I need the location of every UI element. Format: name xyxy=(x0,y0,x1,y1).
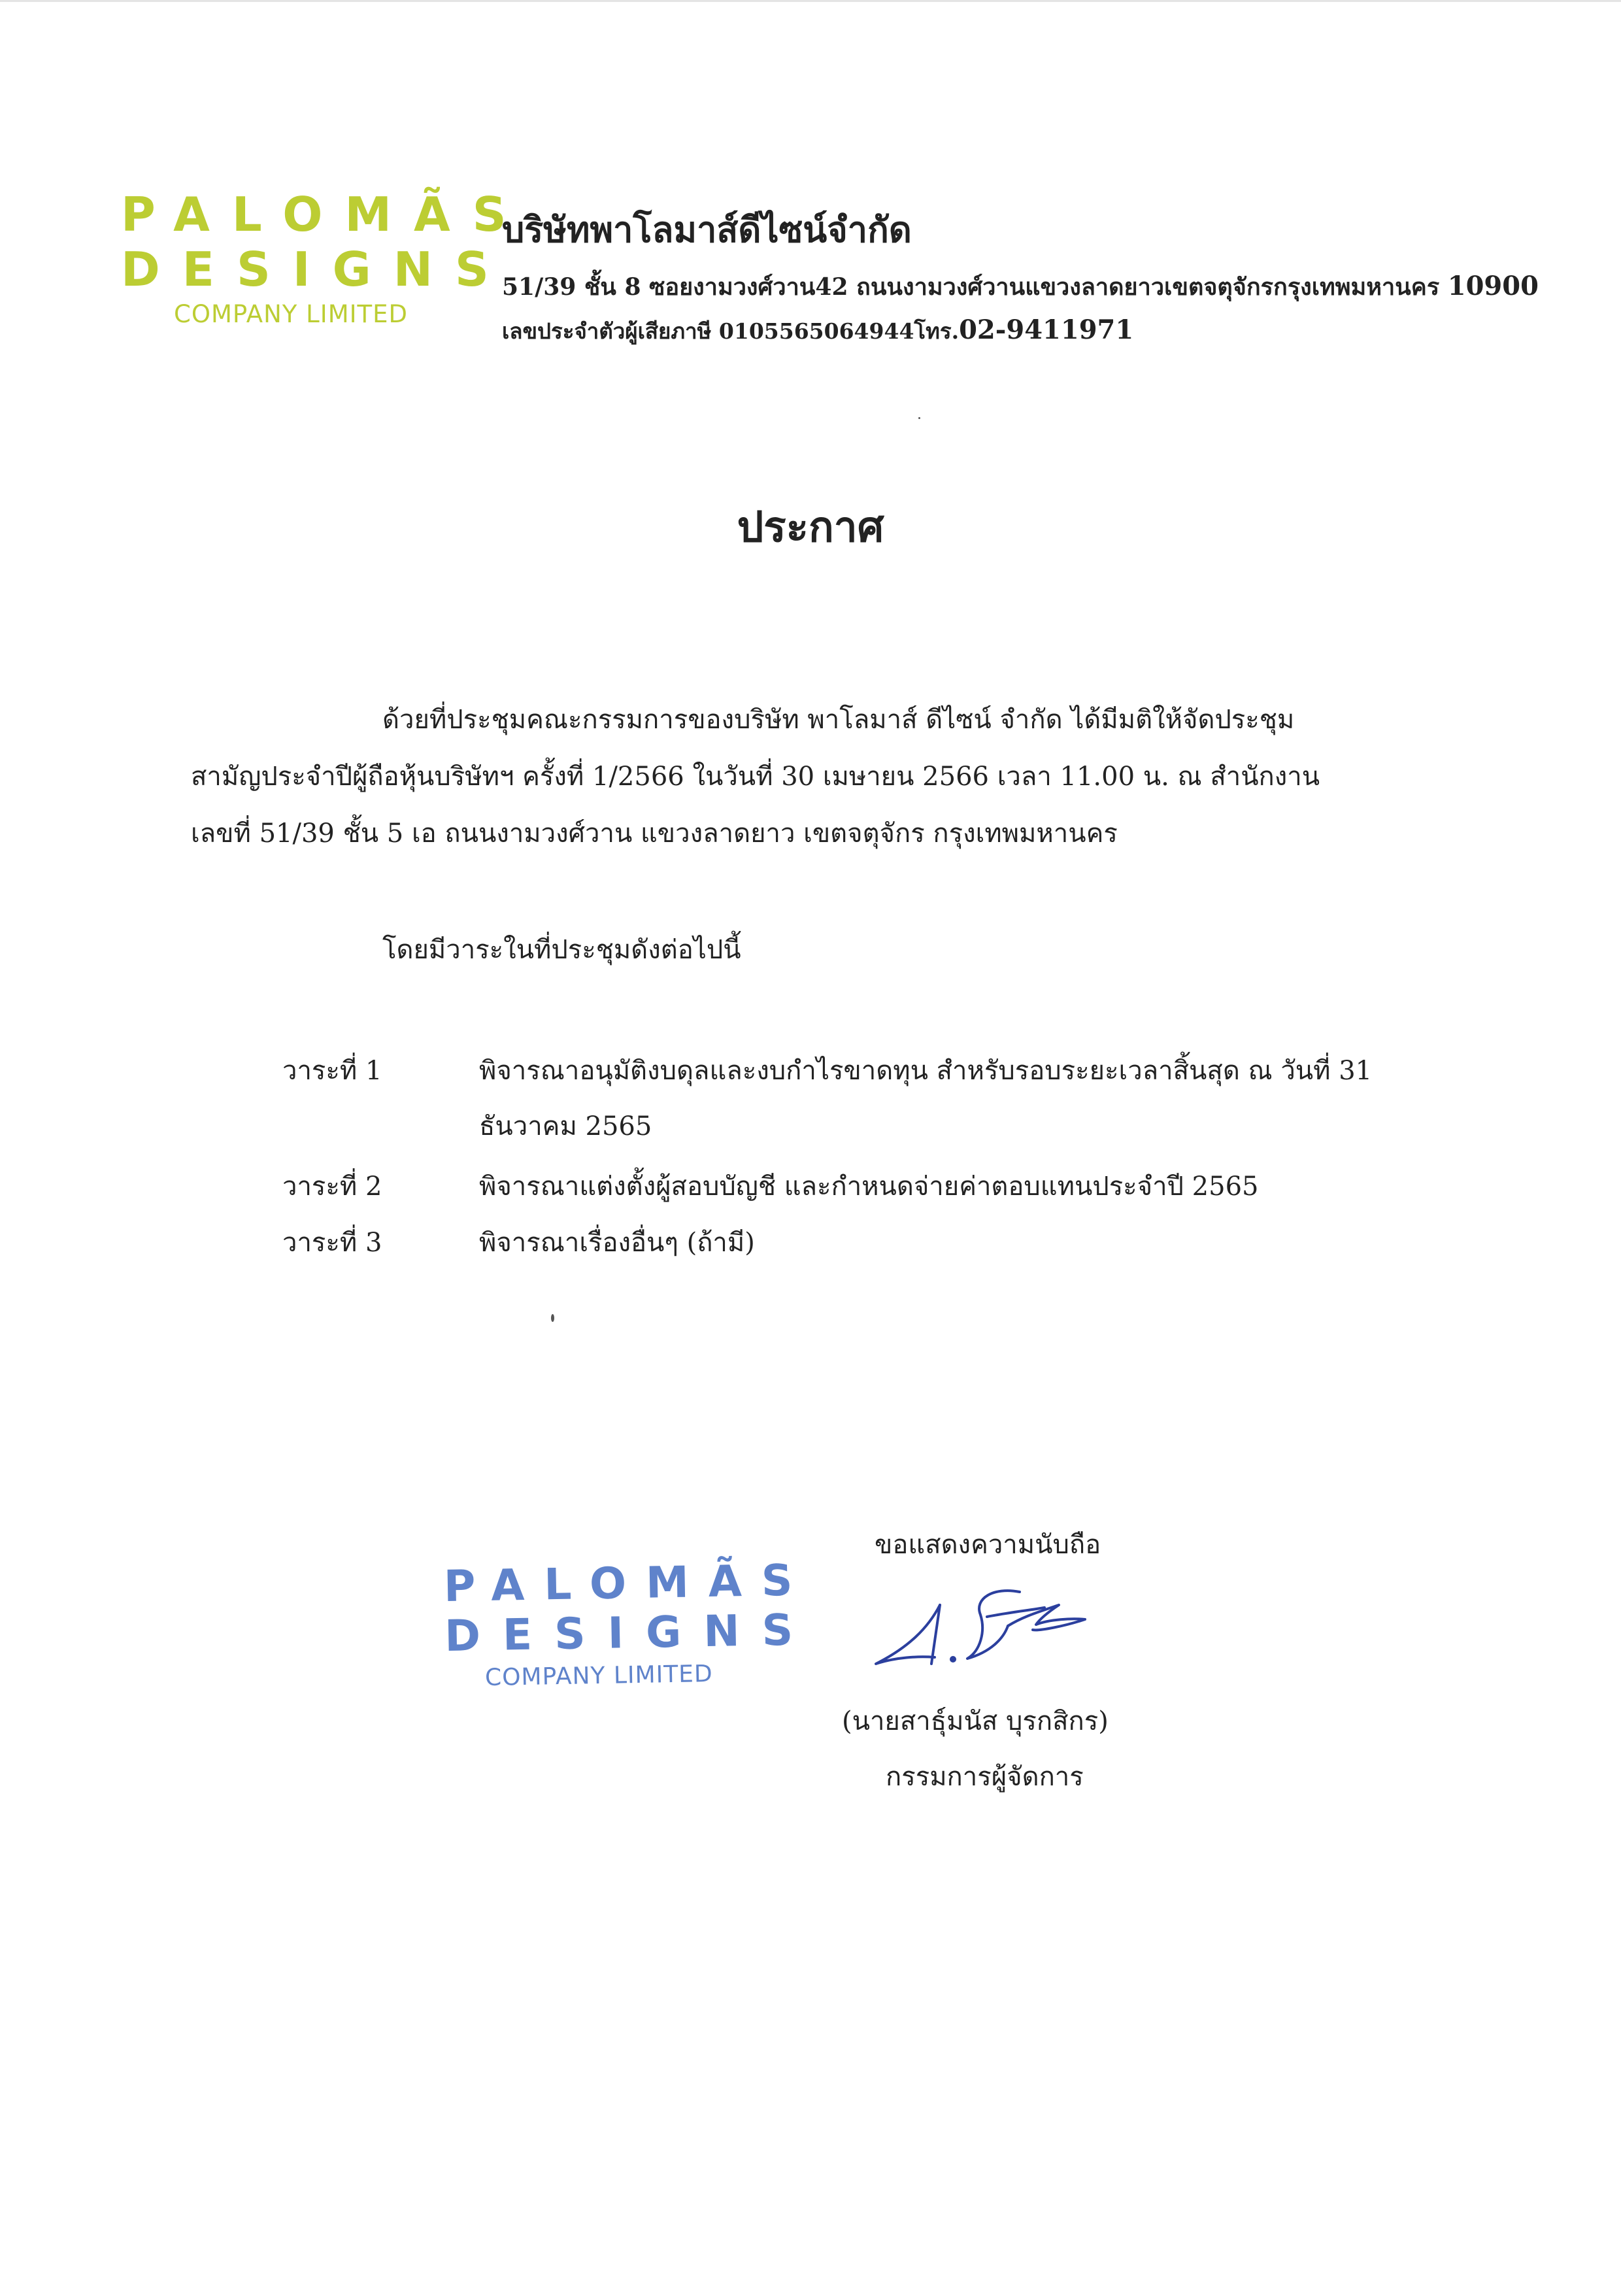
company-stamp xyxy=(443,1555,816,1692)
body-line-1: ด้วยที่ประชุมคณะกรรมการของบริษัท พาโลมาส์ ดีไซน์ จำกัด ได้มีมติให้จัดประชุม xyxy=(382,705,1295,735)
signature-image xyxy=(869,1579,1131,1677)
agenda-1-text-cont: ธันวาคม 2565 xyxy=(479,1111,652,1141)
phone-number: 02-9411971 xyxy=(959,314,1134,345)
signer-title: กรรมการผู้จัดการ xyxy=(886,1762,1084,1792)
agenda-3-text: พิจารณาเรื่องอื่นๆ (ถ้ามี) xyxy=(479,1228,755,1258)
agenda-intro: โดยมีวาระในที่ประชุมดังต่อไปนี้ xyxy=(382,935,741,965)
agenda-2-label: วาระที่ 2 xyxy=(282,1172,382,1202)
company-logo xyxy=(121,187,529,328)
agenda-1-label: วาระที่ 1 xyxy=(282,1056,382,1086)
stamp-line-3: COMPANY LIMITED xyxy=(484,1660,714,1692)
company-address xyxy=(502,268,1539,305)
tax-id-text: เลขประจำตัวผู้เสียภาษี 0105565064944โทร. xyxy=(502,318,960,344)
logo-line-3: COMPANY LIMITED xyxy=(173,300,408,328)
agenda-1-text: พิจารณาอนุมัติงบดุลและงบกำไรขาดทุน สำหรับรอบระยะเวลาสิ้นสุด ณ วันที่ 31 xyxy=(479,1056,1373,1086)
stamp-line-2: DESIGNS xyxy=(444,1604,816,1662)
logo-line-2: DESIGNS xyxy=(121,242,511,297)
closing-regards: ขอแสดงความนับถือ xyxy=(875,1530,1101,1560)
postcode: 10900 xyxy=(1447,271,1539,301)
signer-name: (นายสาธุ์มนัส บุรกสิกร) xyxy=(842,1706,1109,1736)
tax-id-phone xyxy=(502,314,1133,348)
announcement-title: ประกาศ xyxy=(737,503,884,552)
address-text: 51/39 ชั้น 8 ซอยงามวงศ์วาน42 ถนนงามวงศ์วานแขวงลาดยาวเขตจตุจักรกรุงเทพมหานคร xyxy=(502,273,1448,301)
stamp-line-1: PALOMÃS xyxy=(443,1555,813,1612)
company-name: บริษัทพาโลมาส์ดีไซน์จำกัด xyxy=(502,209,912,250)
agenda-2-text: พิจารณาแต่งตั้งผู้สอบบัญชี และกำหนดจ่ายค่าตอบแทนประจำปี 2565 xyxy=(479,1172,1259,1202)
body-line-3: เลขที่ 51/39 ชั้น 5 เอ ถนนงามวงศ์วาน แขวงลาดยาว เขตจตุจักร กรุงเทพมหานคร xyxy=(191,819,1118,849)
agenda-3-label: วาระที่ 3 xyxy=(282,1228,382,1258)
scan-speck xyxy=(918,417,920,419)
scan-speck xyxy=(551,1314,554,1322)
body-line-2: สามัญประจำปีผู้ถือหุ้นบริษัทฯ ครั้งที่ 1/2566 ในวันที่ 30 เมษายน 2566 เวลา 11.00 น. ณ สำนักงาน xyxy=(191,762,1320,792)
logo-line-1: PALOMÃS xyxy=(121,187,529,242)
